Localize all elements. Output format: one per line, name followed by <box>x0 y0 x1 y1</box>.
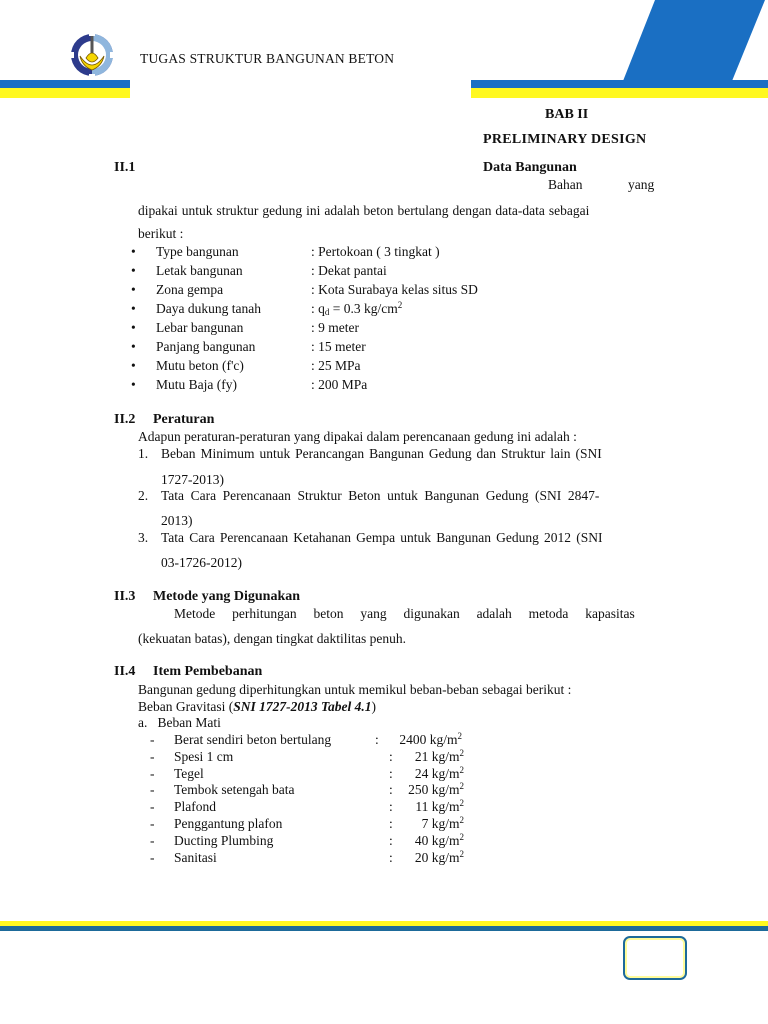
header-title: TUGAS STRUKTUR BANGUNAN BETON <box>140 51 395 66</box>
load-value: 2400 $kg/m^2$ <box>399 731 462 747</box>
bullet-icon: • <box>131 282 136 297</box>
item-label: Zona gempa <box>156 282 224 297</box>
list-item-text: 1727-2013) <box>161 472 224 487</box>
header-stripe-right-yellow <box>471 88 768 98</box>
paragraph-text: Metode perhitungan beton yang digunakan adalah metoda kapasitas <box>174 606 635 621</box>
item-value: : $q_d = 0.3$ $kg/cm^2$ <box>311 300 403 317</box>
dash-icon: - <box>150 749 155 764</box>
item-value: : Kota Surabaya kelas situs SD <box>311 282 478 297</box>
dash-icon: - <box>150 782 155 797</box>
paragraph-text: Bangunan gedung diperhitungkan untuk memikul beban-beban sebagai berikut : <box>138 682 572 697</box>
bullet-icon: • <box>131 244 136 259</box>
list-item-text: Tata Cara Perencanaan Struktur Beton untuk Bangunan Gedung (SNI 2847- <box>161 488 600 503</box>
page-number-box <box>623 936 687 980</box>
load-value: 21 $kg/m^2$ <box>414 748 464 764</box>
bullet-icon: • <box>131 301 136 316</box>
item-value: : 200 MPa <box>311 377 368 392</box>
dash-icon: - <box>150 833 155 848</box>
load-label: Sanitasi <box>174 850 217 865</box>
colon: : <box>389 749 393 764</box>
section-number: II.3 <box>114 589 136 604</box>
dash-icon: - <box>150 816 155 831</box>
load-value: 7 $kg/m^2$ <box>421 815 464 831</box>
colon: : <box>375 732 379 747</box>
header-stripe-right-blue <box>471 80 768 88</box>
paragraph-text: Adapun peraturan-peraturan yang dipakai dalam perencanaan gedung ini adalah : <box>138 429 577 444</box>
load-value: 24 $kg/m^2$ <box>414 765 464 781</box>
list-item-text: 2013) <box>161 513 193 528</box>
its-logo-icon <box>66 30 118 80</box>
bullet-icon: • <box>131 358 136 373</box>
bullet-icon: • <box>131 339 136 354</box>
section-number: II.1 <box>114 160 136 175</box>
item-label: Type bangunan <box>156 244 239 259</box>
list-number: 3. <box>138 530 149 545</box>
header-stripe-left-blue <box>0 80 130 88</box>
colon: : <box>389 833 393 848</box>
load-value: 20 $kg/m^2$ <box>414 849 464 865</box>
load-value: 250 $kg/m^2$ <box>408 781 464 797</box>
item-label: Letak bangunan <box>156 263 243 278</box>
colon: : <box>389 766 393 781</box>
paragraph-text: yang <box>628 177 655 192</box>
section-title: Data Bangunan <box>483 160 577 175</box>
load-value: 40 $kg/m^2$ <box>414 832 464 848</box>
chapter-number: BAB II <box>545 107 589 122</box>
load-label: Spesi 1 cm <box>174 749 234 764</box>
load-label: Tembok setengah bata <box>174 782 295 797</box>
paragraph-text: Bahan <box>548 177 583 192</box>
list-number: 2. <box>138 488 149 503</box>
section-number: II.2 <box>114 412 136 427</box>
paragraph-text: dipakai untuk struktur gedung ini adalah beton bertulang dengan data-data sebagai <box>138 203 590 218</box>
bullet-icon: • <box>131 377 136 392</box>
gravity-load-heading: Beban Gravitasi (SNI 1727-2013 Tabel 4.1) <box>138 699 376 714</box>
item-value: : Pertokoan ( 3 tingkat ) <box>311 244 440 259</box>
bullet-icon: • <box>131 320 136 335</box>
colon: : <box>389 816 393 831</box>
paragraph-text: berikut : <box>138 226 184 241</box>
item-label: Daya dukung tanah <box>156 301 261 316</box>
dash-icon: - <box>150 732 155 747</box>
item-label: Mutu beton (f'c) <box>156 358 244 373</box>
list-item-text: Tata Cara Perencanaan Ketahanan Gempa untuk Bangunan Gedung 2012 (SNI <box>161 530 603 545</box>
load-value: 11 $kg/m^2$ <box>415 798 464 814</box>
footer-stripe-blue <box>0 926 768 931</box>
colon: : <box>389 782 393 797</box>
header <box>0 0 768 100</box>
section-number: II.4 <box>114 664 136 679</box>
paragraph-text: (kekuatan batas), dengan tingkat daktilitas penuh. <box>138 631 407 646</box>
bullet-icon: • <box>131 263 136 278</box>
dash-icon: - <box>150 799 155 814</box>
item-value: : 9 meter <box>311 320 359 335</box>
section-title: Metode yang Digunakan <box>153 589 301 604</box>
dash-icon: - <box>150 850 155 865</box>
dead-load-heading: a. Beban Mati <box>138 715 221 730</box>
dash-icon: - <box>150 766 155 781</box>
list-item-text: Beban Minimum untuk Perancangan Bangunan Gedung dan Struktur lain (SNI <box>161 446 602 461</box>
item-value: : 15 meter <box>311 339 366 354</box>
header-stripe-left-yellow <box>0 88 130 98</box>
chapter-title: PRELIMINARY DESIGN <box>483 132 647 147</box>
colon: : <box>389 799 393 814</box>
section-title: Item Pembebanan <box>153 664 263 679</box>
load-label: Plafond <box>174 799 216 814</box>
load-label: Penggantung plafon <box>174 816 283 831</box>
item-value: : Dekat pantai <box>311 263 387 278</box>
item-label: Lebar bangunan <box>156 320 244 335</box>
list-item-text: 03-1726-2012) <box>161 555 242 570</box>
item-label: Mutu Baja (fy) <box>156 377 237 392</box>
load-label: Tegel <box>174 766 204 781</box>
section-title: Peraturan <box>153 412 215 427</box>
item-value: : 25 MPa <box>311 358 361 373</box>
colon: : <box>389 850 393 865</box>
item-label: Panjang bangunan <box>156 339 256 354</box>
list-number: 1. <box>138 446 149 461</box>
header-parallelogram-decoration <box>580 0 768 81</box>
load-label: Berat sendiri beton bertulang <box>174 732 332 747</box>
load-label: Ducting Plumbing <box>174 833 274 848</box>
